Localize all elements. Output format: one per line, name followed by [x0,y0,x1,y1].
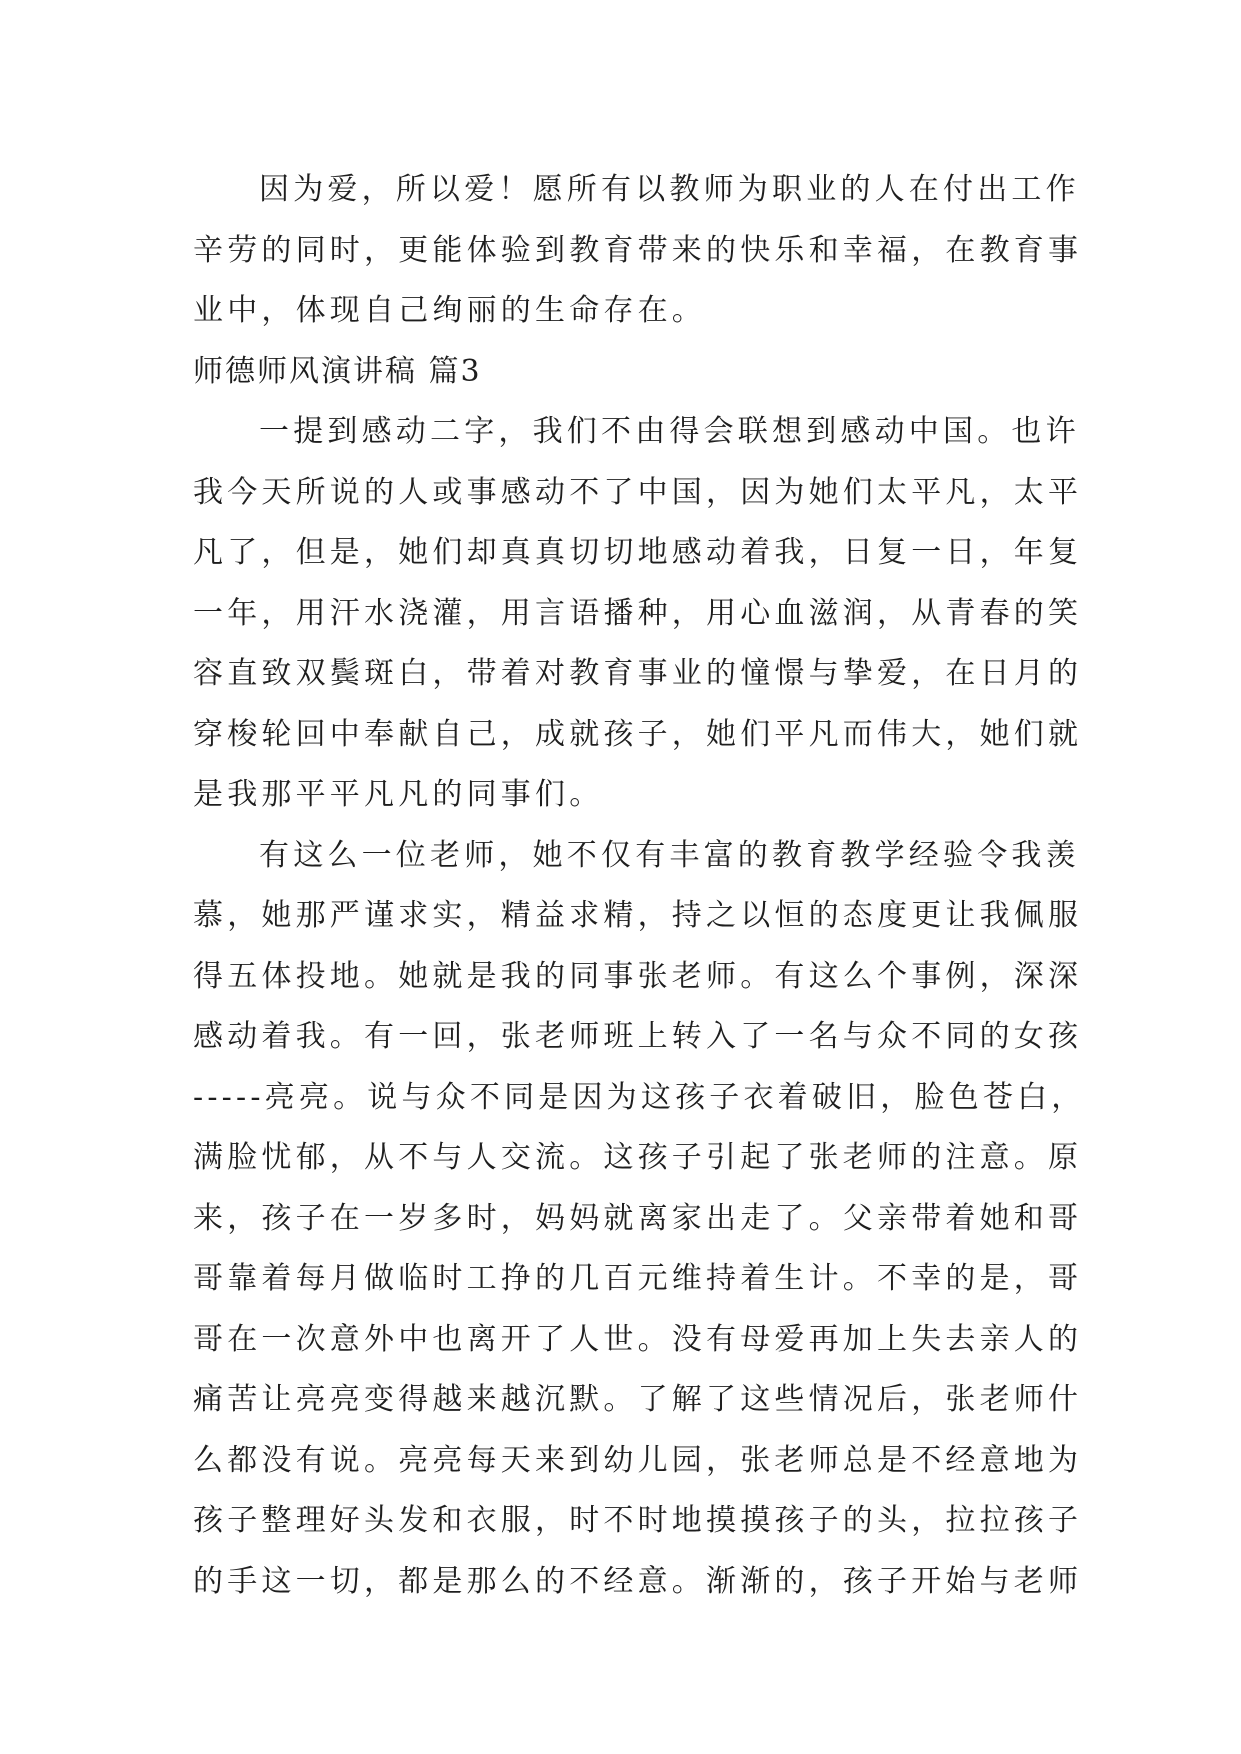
text-line: 感动着我。有一回，张老师班上转入了一名与众不同的女孩 [193,1019,1083,1054]
text-line: 孩子整理好头发和衣服，时不时地摸摸孩子的头，拉拉孩子 [193,1503,1083,1538]
text-line: 因为爱，所以爱！愿所有以教师为职业的人在付出工作 [259,172,1080,207]
text-line: 一年，用汗水浇灌，用言语播种，用心血滋润，从青春的笑 [193,595,1083,631]
text-line: 来，孩子在一岁多时，妈妈就离家出走了。父亲带着她和哥 [193,1200,1083,1236]
text-line: 哥靠着每月做临时工挣的几百元维持着生计。不幸的是，哥 [193,1261,1083,1296]
paragraph-1 [193,160,1083,342]
text-line: 慕，她那严谨求实，精益求精，持之以恒的态度更让我佩服 [193,898,1083,933]
section-heading: 师德师风演讲稿 篇3 [193,353,482,389]
text-line: 辛劳的同时，更能体验到教育带来的快乐和幸福，在教育事 [193,232,1083,268]
text-line: 有这么一位老师，她不仅有丰富的教育教学经验令我羡 [259,837,1080,873]
text-line: 哥在一次意外中也离开了人世。没有母爱再加上失去亲人的 [193,1321,1083,1357]
text-line: -----亮亮。说与众不同是因为这孩子衣着破旧，脸色苍白， [193,1079,1086,1115]
text-line: 得五体投地。她就是我的同事张老师。有这么个事例，深深 [193,958,1083,994]
text-line: 一提到感动二字，我们不由得会联想到感动中国。也许 [259,414,1080,449]
text-line: 业中，体现自己绚丽的生命存在。 [193,293,706,328]
text-line: 么都没有说。亮亮每天来到幼儿园，张老师总是不经意地为 [193,1442,1083,1478]
text-line: 满脸忧郁，从不与人交流。这孩子引起了张老师的注意。原 [193,1140,1083,1175]
paragraph-3 [193,826,1086,1613]
paragraph-2 [193,402,1083,826]
text-line: 凡了，但是，她们却真真切切地感动着我，日复一日，年复 [193,535,1083,570]
text-line: 穿梭轮回中奉献自己，成就孩子，她们平凡而伟大，她们就 [193,716,1083,752]
text-line: 的手这一切，都是那么的不经意。渐渐的，孩子开始与老师 [193,1563,1083,1599]
text-line: 我今天所说的人或事感动不了中国，因为她们太平凡，太平 [193,474,1083,510]
text-line: 是我那平平凡凡的同事们。 [193,777,604,812]
document-page [193,160,1086,1612]
text-line: 痛苦让亮亮变得越来越沉默。了解了这些情况后，张老师什 [193,1382,1083,1417]
text-line: 容直致双鬓斑白，带着对教育事业的憧憬与挚爱，在日月的 [193,656,1083,691]
